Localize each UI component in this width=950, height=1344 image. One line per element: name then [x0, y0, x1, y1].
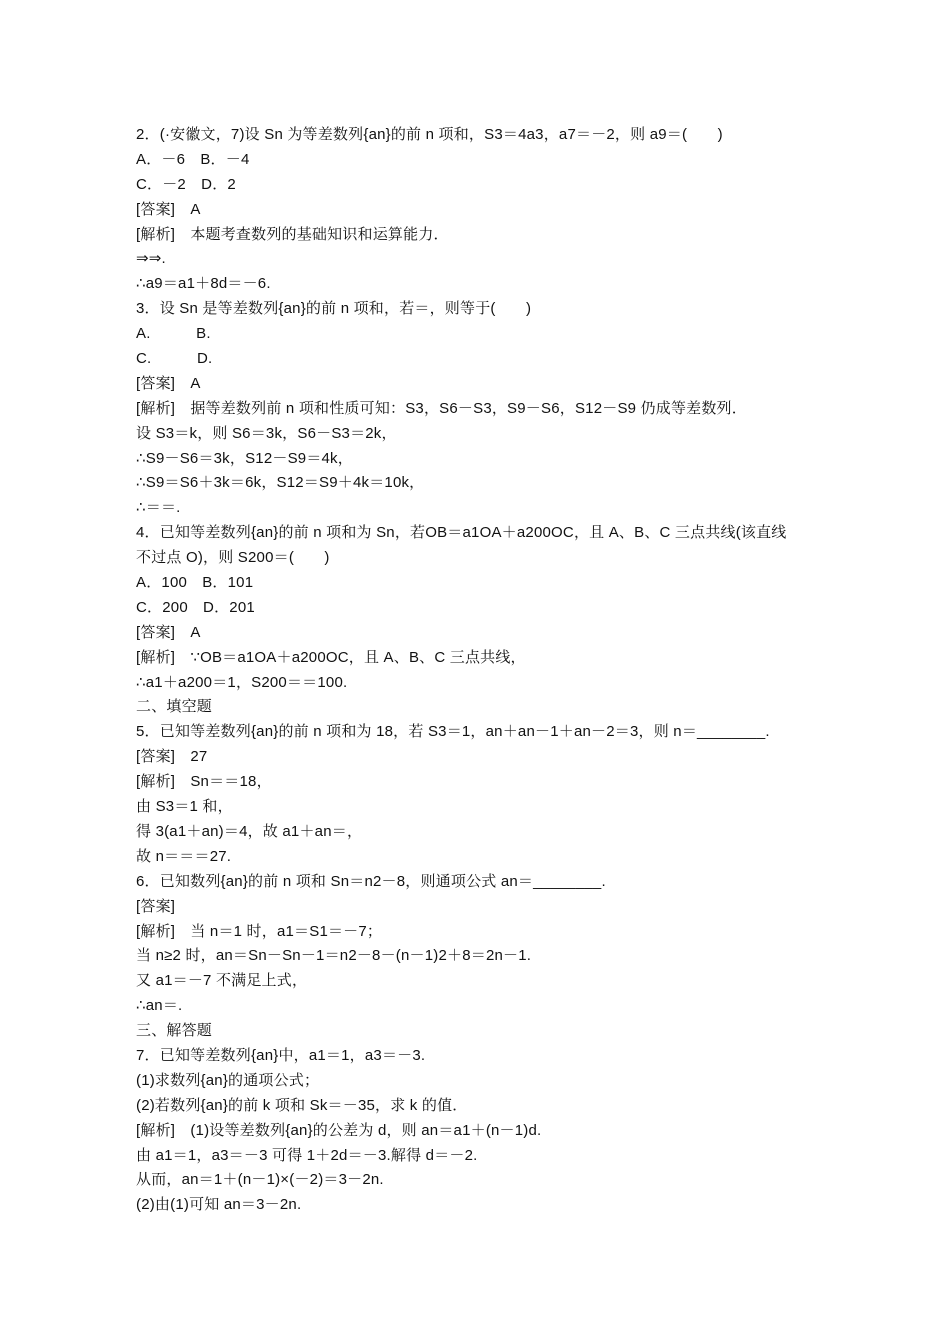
text-line: 7．已知等差数列{an}中，a1＝1，a3＝－3. — [136, 1046, 426, 1064]
text-line: [答案] A — [136, 200, 201, 218]
text-line: A．－6 B．－4 — [136, 150, 250, 168]
text-line: 不过点 O)，则 S200＝( ) — [136, 549, 330, 567]
text-line: (2)由(1)可知 an＝3－2n. — [136, 1196, 302, 1214]
text-line: [解析] 据等差数列前 n 项和性质可知：S3，S6－S3，S9－S6，S12－S9 仍成等差数列． — [136, 399, 747, 417]
section-heading: 三、解答题 — [136, 1022, 213, 1040]
text-line: [解析] ∵OB＝a1OA＋a200OC，且 A、B、C 三点共线， — [136, 648, 526, 666]
text-line: [答案] 27 — [136, 748, 208, 766]
text-line: [解析] 本题考查数列的基础知识和运算能力． — [136, 225, 449, 243]
text-line: A．100 B．101 — [136, 574, 254, 592]
text-line: 6．已知数列{an}的前 n 项和 Sn＝n2－8，则通项公式 an＝________. — [136, 872, 606, 890]
section-heading: 二、填空题 — [136, 698, 213, 716]
text-line: [解析] Sn＝＝18， — [136, 773, 272, 791]
text-line: ∴a9＝a1＋8d＝－6. — [136, 275, 271, 293]
document-body — [136, 123, 826, 1218]
text-line: [解析] 当 n＝1 时，a1＝S1＝－7； — [136, 922, 383, 940]
text-line: C．－2 D．2 — [136, 175, 236, 193]
text-line: 故 n＝＝＝27. — [136, 847, 232, 865]
text-line: A. B. — [136, 325, 211, 343]
text-line: [答案] — [136, 897, 176, 915]
text-line: 由 S3＝1 和， — [136, 798, 233, 816]
text-line: 又 a1＝－7 不满足上式， — [136, 972, 308, 990]
text-line: [答案] A — [136, 623, 201, 641]
text-line: 3．设 Sn 是等差数列{an}的前 n 项和，若＝，则等于( ) — [136, 300, 532, 318]
text-line: ∴S9＝S6＋3k＝6k，S12＝S9＋4k＝10k， — [136, 474, 425, 492]
text-line: ⇒⇒. — [136, 250, 166, 268]
text-line: 2．(·安徽文，7)设 Sn 为等差数列{an}的前 n 项和，S3＝4a3，a7＝－2，则 a9＝( ) — [136, 126, 723, 143]
text-line: C. D. — [136, 350, 213, 368]
text-line: 从而，an＝1＋(n－1)×(－2)＝3－2n. — [136, 1171, 384, 1189]
text-line: 设 S3＝k，则 S6＝3k，S6－S3＝2k， — [136, 424, 397, 442]
text-line: 4．已知等差数列{an}的前 n 项和为 Sn，若OB＝a1OA＋a200OC，且 A、B、C 三点共线(该直线 — [136, 524, 787, 542]
text-line: 当 n≥2 时，an＝Sn－Sn－1＝n2－8－(n－1)2＋8＝2n－1. — [136, 947, 532, 965]
text-line: (1)求数列{an}的通项公式； — [136, 1071, 320, 1089]
text-line: (2)若数列{an}的前 k 项和 Sk＝－35，求 k 的值． — [136, 1096, 468, 1114]
text-line: ∴＝＝. — [136, 499, 181, 517]
text-line: 得 3(a1＋an)＝4，故 a1＋an＝， — [136, 822, 363, 840]
text-line: C．200 D．201 — [136, 598, 255, 616]
text-line: 5．已知等差数列{an}的前 n 项和为 18，若 S3＝1，an＋an－1＋an－2＝3，则 n＝________. — [136, 723, 770, 741]
text-line: [答案] A — [136, 374, 201, 392]
text-line: ∴a1＋a200＝1，S200＝＝100. — [136, 673, 348, 691]
text-line: 由 a1＝1，a3＝－3 可得 1＋2d＝－3.解得 d＝－2. — [136, 1146, 478, 1164]
text-line: [解析] (1)设等差数列{an}的公差为 d，则 an＝a1＋(n－1)d. — [136, 1121, 542, 1139]
text-line: ∴S9－S6＝3k，S12－S9＝4k， — [136, 449, 353, 467]
text-line: ∴an＝. — [136, 997, 183, 1015]
